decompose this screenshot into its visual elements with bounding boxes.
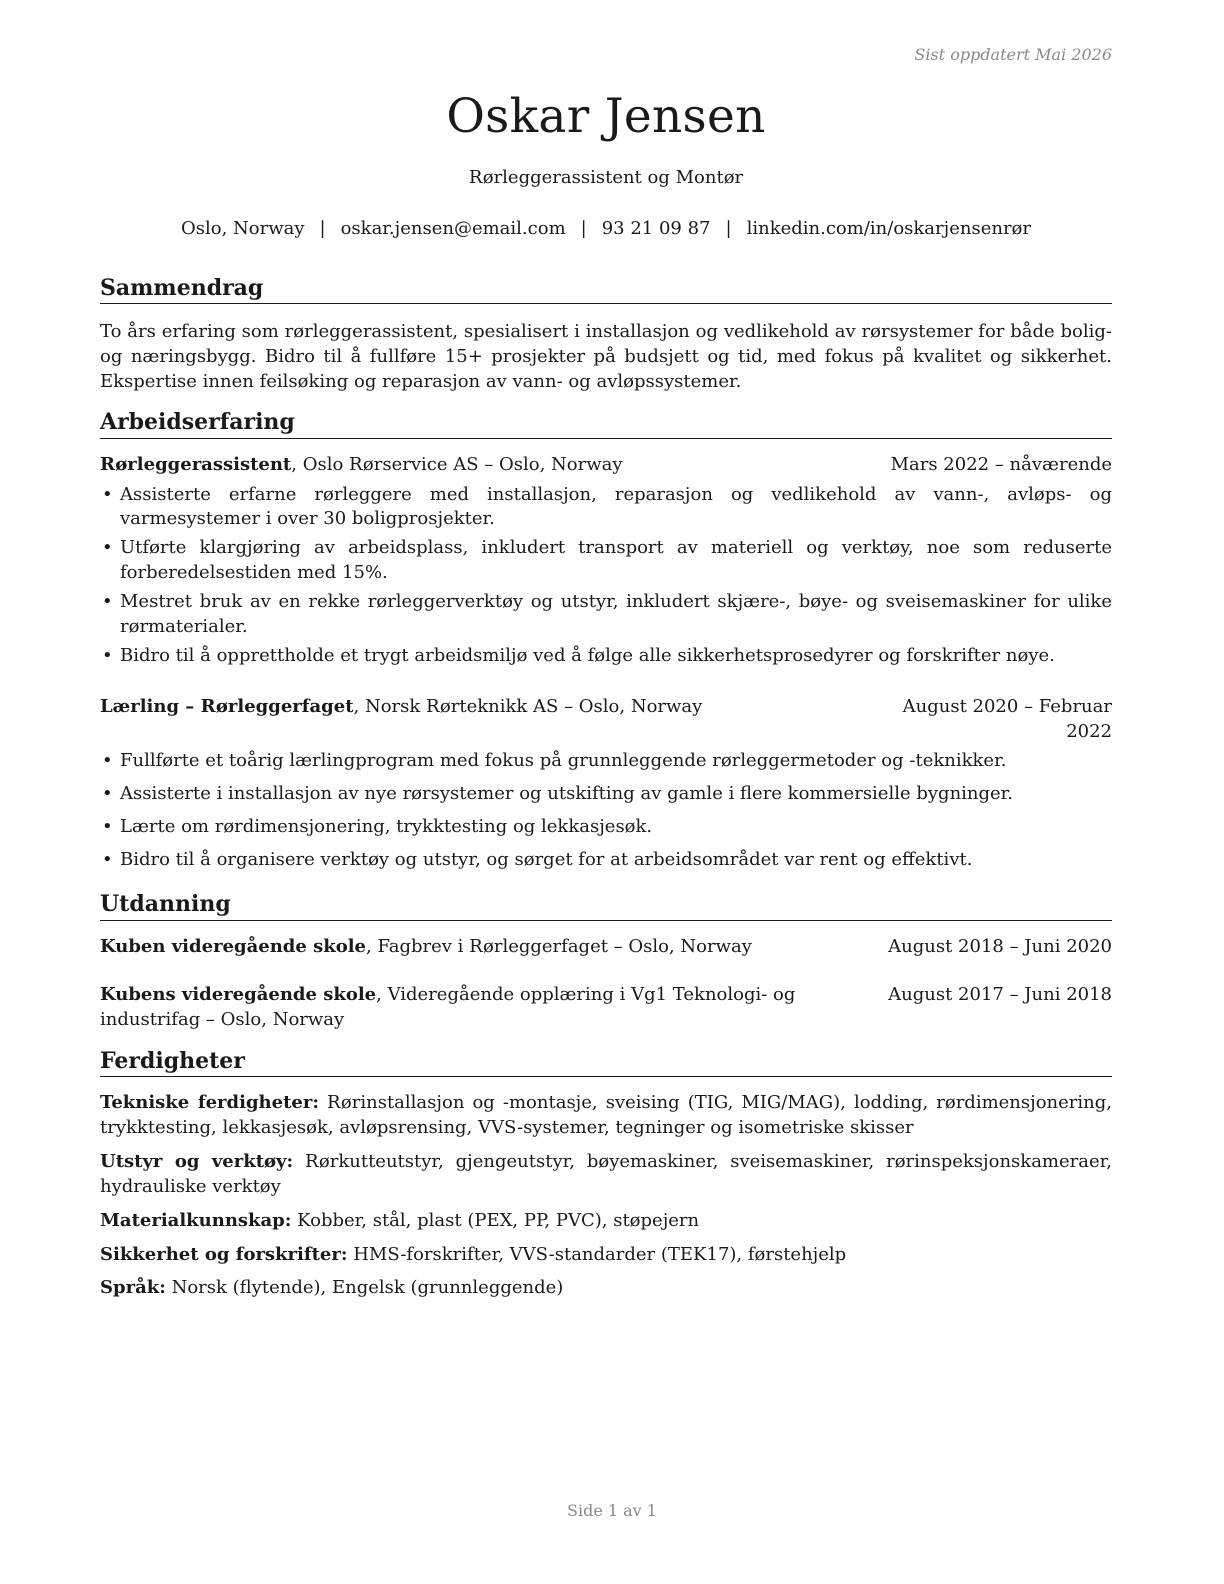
summary-text: To års erfaring som rørleggerassistent, spesialisert i installasjon og vedlikehold av rørsystemer for både bolig- og næringsbygg. Bidro til å fullføre 15+ prosjekter på budsjett og tid, med fokus på kvalitet og sikkerhet. Ekspertise innen feilsøking og reparasjon av vann- og avløpssystemer. (100, 320, 1112, 392)
list-item: • Fullførte et toårig lærlingprogram med fokus på grunnleggende rørleggermetoder og -teknikker. (100, 749, 1112, 774)
list-item: • Bidro til å opprettholde et trygt arbeidsmiljø ved å følge alle sikkerhetsprosedyrer og forskrifter nøye. (100, 644, 1112, 669)
candidate-title: Rørleggerassistent og Montør (468, 167, 744, 188)
skill-item (100, 1209, 1112, 1234)
education-heading: Utdanning (100, 892, 1112, 920)
job-bullets (100, 483, 1112, 669)
contact-linkedin[interactable]: linkedin.com/in/oskarjensenrør (746, 217, 1031, 239)
contact-phone[interactable]: 93 21 09 87 (601, 217, 711, 239)
skill-label: Sikkerhet og forskrifter: (100, 1243, 348, 1265)
job-title-line (100, 695, 876, 720)
job-entry (100, 453, 1112, 669)
job-org: , Oslo Rørservice AS – Oslo, Norway (291, 453, 623, 475)
skill-label: Utstyr og verktøy: (100, 1151, 294, 1173)
job-header (100, 695, 1112, 745)
contact-separator: | (319, 217, 326, 239)
skill-item (100, 1091, 1112, 1141)
skill-text: Kobber, stål, plast (PEX, PP, PVC), støpejern (291, 1209, 700, 1231)
contact-line (100, 217, 1112, 242)
job-role: Rørleggerassistent (100, 453, 292, 475)
skill-text: Rørkutteutstyr, gjengeutstyr, bøyemaskiner, sveisemaskiner, rørinspeksjonskameraer, hydrauliske verktøy (100, 1151, 1112, 1197)
skill-item (100, 1276, 1112, 1301)
job-org: , Norsk Rørteknikk AS – Oslo, Norway (353, 696, 703, 718)
job-dates (876, 695, 1112, 745)
education-dates: August 2017 – Juni 2018 (888, 984, 1112, 1006)
list-item: • Utførte klargjøring av arbeidsplass, inkludert transport av materiell og verktøy, noe som reduserte forberedelsestiden med 15%. (100, 536, 1112, 586)
skill-text: HMS-forskrifter, VVS-standarder (TEK17), førstehjelp (347, 1243, 847, 1265)
education-title-line (100, 983, 888, 1033)
education-detail: , Fagbrev i Rørleggerfaget – Oslo, Norway (366, 935, 752, 957)
list-item: • Mestret bruk av en rekke rørleggerverktøy og utstyr, inkludert skjære-, bøye- og sveisemaskiner for ulike rørmaterialer. (100, 590, 1112, 640)
education-entry (100, 983, 1112, 1033)
skill-item (100, 1243, 1112, 1268)
summary-heading: Sammendrag (100, 276, 1112, 304)
education-title-line (100, 935, 888, 960)
job-role: Lærling – Rørleggerfaget (100, 696, 354, 718)
experience-heading: Arbeidserfaring (100, 410, 1112, 438)
job-bullets (100, 749, 1112, 872)
education-school: Kuben videregående skole (100, 935, 366, 957)
education-detail: , Videregående opplæring i Vg1 Teknologi- og industrifag – Oslo, Norway (100, 984, 796, 1031)
list-item: • Assisterte i installasjon av nye rørsystemer og utskifting av gamle i flere kommersielle bygninger. (100, 782, 1112, 807)
education-school: Kubens videregående skole (100, 984, 377, 1006)
job-dates-line: 2022 (1066, 721, 1112, 743)
skill-item (100, 1150, 1112, 1200)
list-item: • Bidro til å organisere verktøy og utstyr, og sørget for at arbeidsområdet var rent og effektivt. (100, 848, 1112, 873)
contact-separator: | (580, 217, 587, 239)
job-dates-line: August 2020 – Februar (902, 696, 1112, 718)
resume-page (100, 0, 1112, 1310)
skills-list (100, 1091, 1112, 1301)
skill-label: Tekniske ferdigheter: (100, 1092, 319, 1114)
skill-text: Norsk (flytende), Engelsk (grunnleggende) (165, 1277, 564, 1299)
job-title-line (100, 453, 891, 478)
list-item: • Lærte om rørdimensjonering, trykktesting og lekkasjesøk. (100, 815, 1112, 840)
job-dates: Mars 2022 – nåværende (890, 453, 1112, 475)
education-entry (100, 935, 1112, 960)
last-updated: Sist oppdatert Mai 2026 (914, 45, 1112, 64)
candidate-name: Oskar Jensen (446, 89, 766, 144)
skill-text: Rørinstallasjon og -montasje, sveising (TIG, MIG/MAG), lodding, rørdimensjonering, trykktesting, lekkasjesøk, avløpsrensing, VVS-systemer, tegninger og isometriske skisser (100, 1092, 1112, 1139)
contact-separator: | (725, 217, 732, 239)
education-dates: August 2018 – Juni 2020 (888, 935, 1112, 957)
job-entry (100, 695, 1112, 872)
contact-location: Oslo, Norway (180, 217, 305, 239)
list-item: • Assisterte erfarne rørleggere med installasjon, reparasjon og vedlikehold av vann-, avløps- og varmesystemer i over 30 boligprosjekter. (100, 483, 1112, 533)
skill-label: Materialkunnskap: (100, 1209, 292, 1231)
skill-label: Språk: (100, 1277, 166, 1299)
page-number: Side 1 av 1 (567, 1501, 657, 1520)
job-header (100, 453, 1112, 478)
contact-email[interactable]: oskar.jensen@email.com (340, 217, 566, 239)
skills-heading: Ferdigheter (100, 1049, 1112, 1077)
